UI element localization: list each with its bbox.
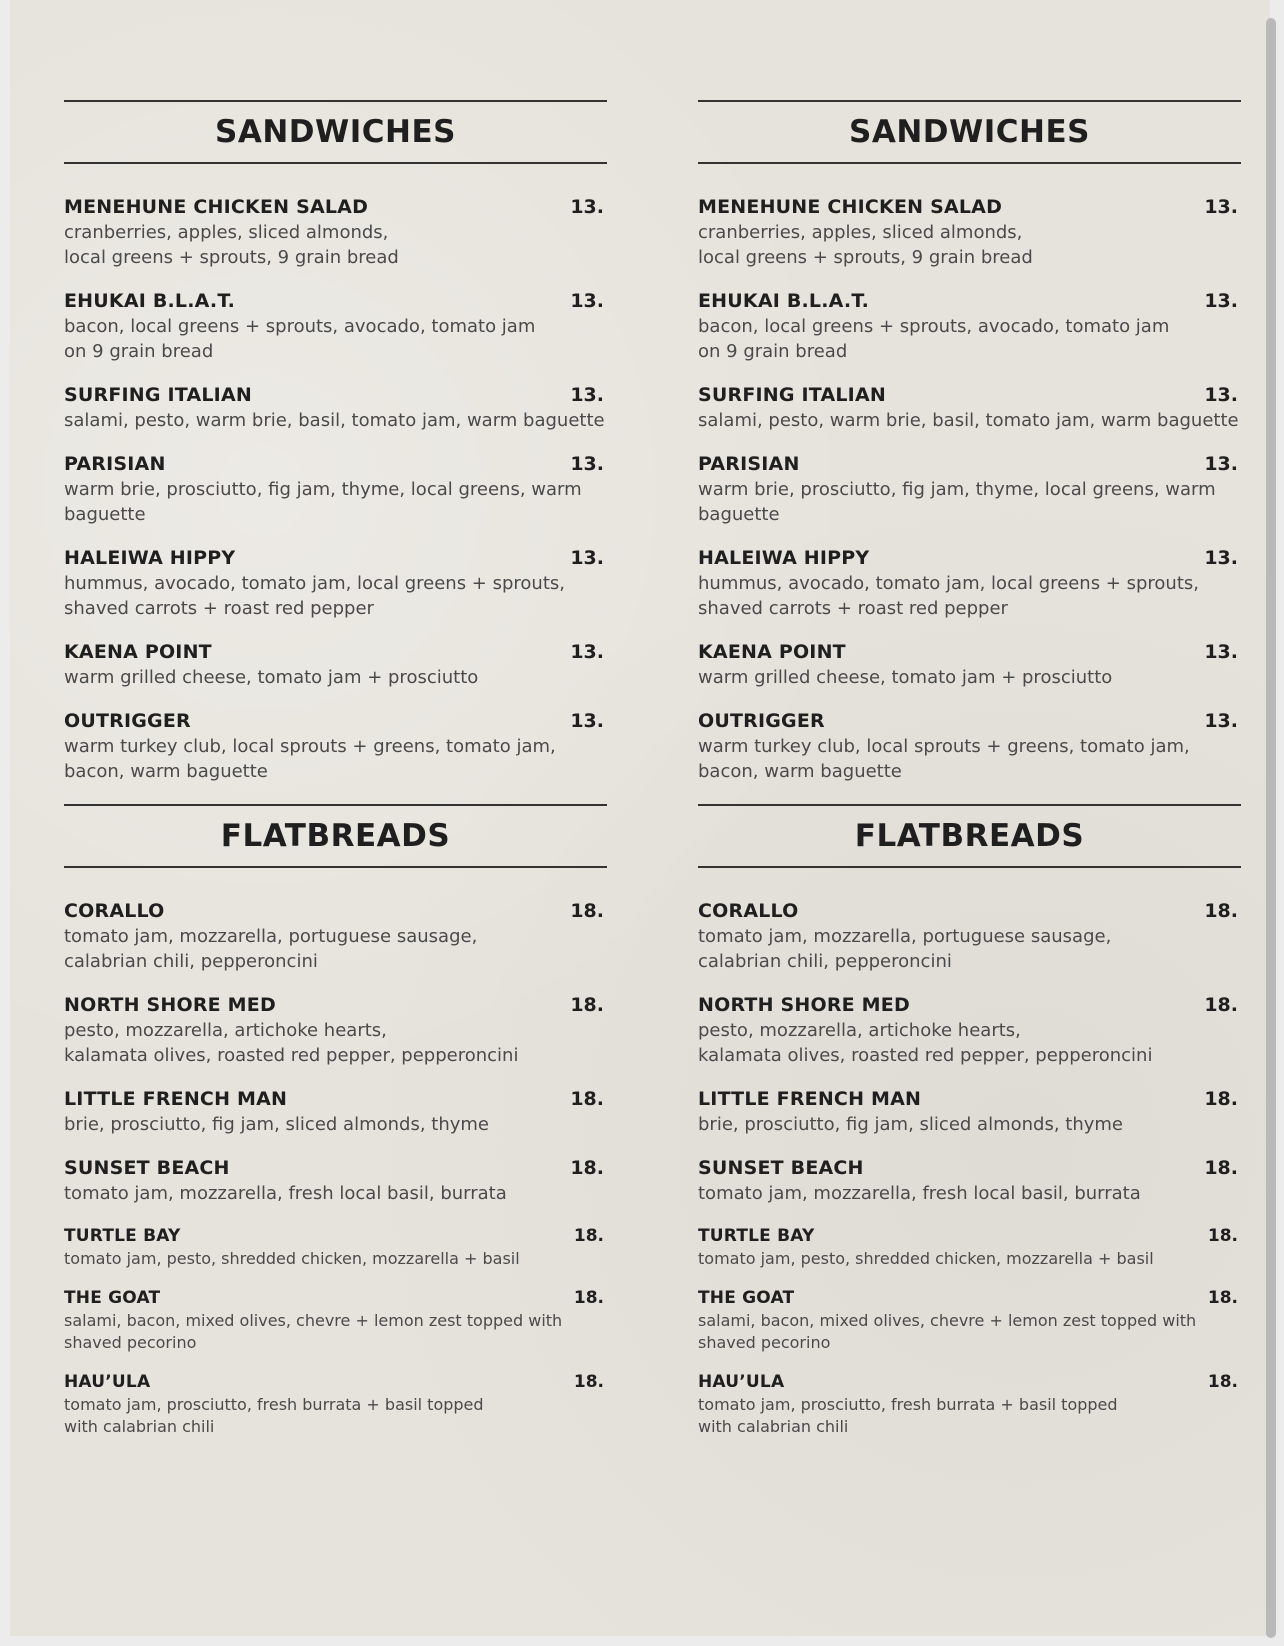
item-description: bacon, local greens + sprouts, avocado, tomato jam on 9 grain bread xyxy=(64,316,536,362)
menu-item xyxy=(64,994,607,1068)
menu-item xyxy=(698,290,1241,364)
menu-item xyxy=(64,641,607,690)
item-name: HALEIWA HIPPY xyxy=(698,547,870,569)
menu-item xyxy=(64,290,607,364)
item-price: 18. xyxy=(570,900,604,922)
item-name: EHUKAI B.L.A.T. xyxy=(64,290,236,312)
item-price: 18. xyxy=(1204,994,1238,1016)
item-description: brie, prosciutto, fig jam, sliced almonds, thyme xyxy=(698,1114,1123,1135)
item-name: MENEHUNE CHICKEN SALAD xyxy=(64,196,369,218)
item-description: tomato jam, pesto, shredded chicken, mozzarella + basil xyxy=(64,1249,520,1268)
item-description: bacon, local greens + sprouts, avocado, tomato jam on 9 grain bread xyxy=(698,316,1170,362)
menu-item xyxy=(698,1157,1241,1206)
flatbreads-section xyxy=(698,804,1241,1438)
item-price: 18. xyxy=(570,994,604,1016)
item-name: TURTLE BAY xyxy=(698,1226,815,1246)
item-description: cranberries, apples, sliced almonds, local greens + sprouts, 9 grain bread xyxy=(64,222,399,268)
item-name: LITTLE FRENCH MAN xyxy=(64,1088,288,1110)
item-description: pesto, mozzarella, artichoke hearts, kalamata olives, roasted red pepper, pepperoncini xyxy=(64,1020,519,1066)
item-description: warm grilled cheese, tomato jam + prosciutto xyxy=(64,667,479,688)
item-name: PARISIAN xyxy=(698,453,800,475)
item-description: cranberries, apples, sliced almonds, local greens + sprouts, 9 grain bread xyxy=(698,222,1033,268)
flatbread-list xyxy=(64,868,607,1438)
menu-item xyxy=(64,1226,607,1270)
item-name: NORTH SHORE MED xyxy=(698,994,910,1016)
section-header-sandwiches xyxy=(698,100,1241,164)
menu-item xyxy=(698,1288,1241,1354)
item-price: 13. xyxy=(570,196,604,218)
menu-item xyxy=(698,1226,1241,1270)
item-name: THE GOAT xyxy=(64,1288,161,1308)
item-price: 18. xyxy=(570,1157,604,1179)
item-description: tomato jam, pesto, shredded chicken, mozzarella + basil xyxy=(698,1249,1154,1268)
item-description: tomato jam, mozzarella, portuguese sausage, calabrian chili, pepperoncini xyxy=(698,926,1112,972)
menu-item xyxy=(64,453,607,527)
menu-item xyxy=(698,710,1241,784)
menu-item xyxy=(64,1288,607,1354)
item-description: pesto, mozzarella, artichoke hearts, kalamata olives, roasted red pepper, pepperoncini xyxy=(698,1020,1153,1066)
menu-item xyxy=(698,384,1241,433)
item-description: tomato jam, mozzarella, fresh local basil, burrata xyxy=(64,1183,507,1204)
item-name: OUTRIGGER xyxy=(698,710,825,732)
item-name: SURFING ITALIAN xyxy=(698,384,886,406)
item-description: tomato jam, prosciutto, fresh burrata + basil topped with calabrian chili xyxy=(64,1395,484,1436)
item-name: CORALLO xyxy=(64,900,165,922)
item-name: THE GOAT xyxy=(698,1288,795,1308)
item-name: NORTH SHORE MED xyxy=(64,994,276,1016)
menu-item xyxy=(64,384,607,433)
flatbreads-section xyxy=(64,804,607,1438)
menu-item xyxy=(698,1372,1241,1438)
item-description: warm grilled cheese, tomato jam + prosciutto xyxy=(698,667,1113,688)
item-name: SUNSET BEACH xyxy=(64,1157,230,1179)
item-price: 13. xyxy=(570,641,604,663)
menu-column-left xyxy=(64,100,607,1456)
item-name: TURTLE BAY xyxy=(64,1226,181,1246)
item-name: SURFING ITALIAN xyxy=(64,384,252,406)
item-description: tomato jam, mozzarella, portuguese sausage, calabrian chili, pepperoncini xyxy=(64,926,478,972)
item-name: HAU’ULA xyxy=(698,1372,785,1392)
item-price: 13. xyxy=(570,290,604,312)
section-title: SANDWICHES xyxy=(849,114,1090,150)
menu-item xyxy=(698,641,1241,690)
item-price: 18. xyxy=(1204,1157,1238,1179)
item-name: KAENA POINT xyxy=(698,641,846,663)
item-description: salami, bacon, mixed olives, chevre + lemon zest topped with shaved pecorino xyxy=(64,1311,563,1352)
menu-item xyxy=(64,547,607,621)
item-price: 13. xyxy=(1204,641,1238,663)
menu-column-right xyxy=(698,100,1241,1456)
item-description: hummus, avocado, tomato jam, local greens + sprouts, shaved carrots + roast red pepper xyxy=(64,573,565,619)
item-description: brie, prosciutto, fig jam, sliced almonds, thyme xyxy=(64,1114,489,1135)
item-name: HAU’ULA xyxy=(64,1372,151,1392)
item-price: 13. xyxy=(570,453,604,475)
item-price: 18. xyxy=(573,1226,604,1246)
item-price: 18. xyxy=(1207,1288,1238,1308)
item-name: MENEHUNE CHICKEN SALAD xyxy=(698,196,1003,218)
item-price: 13. xyxy=(570,547,604,569)
item-name: KAENA POINT xyxy=(64,641,212,663)
menu-item xyxy=(698,1088,1241,1137)
item-name: CORALLO xyxy=(698,900,799,922)
section-header-sandwiches xyxy=(64,100,607,164)
item-description: salami, pesto, warm brie, basil, tomato jam, warm baguette xyxy=(698,410,1239,431)
sandwich-list xyxy=(64,164,607,784)
item-description: salami, bacon, mixed olives, chevre + lemon zest topped with shaved pecorino xyxy=(698,1311,1197,1352)
item-price: 13. xyxy=(1204,196,1238,218)
menu-item xyxy=(64,196,607,270)
item-price: 13. xyxy=(1204,453,1238,475)
item-description: warm brie, prosciutto, fig jam, thyme, local greens, warm baguette xyxy=(64,479,582,525)
item-description: warm turkey club, local sprouts + greens, tomato jam, bacon, warm baguette xyxy=(698,736,1190,782)
vertical-scrollbar[interactable] xyxy=(1266,18,1276,1638)
item-price: 13. xyxy=(570,710,604,732)
section-header-flatbreads xyxy=(698,804,1241,868)
section-header-flatbreads xyxy=(64,804,607,868)
menu-item xyxy=(64,900,607,974)
menu-item xyxy=(64,1088,607,1137)
section-title: FLATBREADS xyxy=(220,818,451,854)
item-price: 18. xyxy=(570,1088,604,1110)
item-name: EHUKAI B.L.A.T. xyxy=(698,290,870,312)
menu-item xyxy=(64,1372,607,1438)
section-title: FLATBREADS xyxy=(854,818,1085,854)
item-price: 13. xyxy=(570,384,604,406)
menu-item xyxy=(698,994,1241,1068)
menu-item xyxy=(64,1157,607,1206)
menu-item xyxy=(64,710,607,784)
item-price: 13. xyxy=(1204,384,1238,406)
item-price: 18. xyxy=(573,1288,604,1308)
flatbread-list xyxy=(698,868,1241,1438)
item-name: PARISIAN xyxy=(64,453,166,475)
item-price: 18. xyxy=(1204,1088,1238,1110)
item-price: 18. xyxy=(1204,900,1238,922)
item-description: hummus, avocado, tomato jam, local greens + sprouts, shaved carrots + roast red pepper xyxy=(698,573,1199,619)
menu-item xyxy=(698,196,1241,270)
item-description: salami, pesto, warm brie, basil, tomato jam, warm baguette xyxy=(64,410,605,431)
menu-page xyxy=(10,0,1270,1636)
item-description: tomato jam, prosciutto, fresh burrata + basil topped with calabrian chili xyxy=(698,1395,1118,1436)
item-description: tomato jam, mozzarella, fresh local basil, burrata xyxy=(698,1183,1141,1204)
item-price: 13. xyxy=(1204,710,1238,732)
item-name: OUTRIGGER xyxy=(64,710,191,732)
item-name: LITTLE FRENCH MAN xyxy=(698,1088,922,1110)
item-price: 13. xyxy=(1204,547,1238,569)
item-price: 18. xyxy=(573,1372,604,1392)
sandwich-list xyxy=(698,164,1241,784)
item-price: 18. xyxy=(1207,1372,1238,1392)
item-description: warm brie, prosciutto, fig jam, thyme, local greens, warm baguette xyxy=(698,479,1216,525)
menu-item xyxy=(698,453,1241,527)
item-name: SUNSET BEACH xyxy=(698,1157,864,1179)
item-description: warm turkey club, local sprouts + greens, tomato jam, bacon, warm baguette xyxy=(64,736,556,782)
item-price: 18. xyxy=(1207,1226,1238,1246)
item-price: 13. xyxy=(1204,290,1238,312)
item-name: HALEIWA HIPPY xyxy=(64,547,236,569)
menu-item xyxy=(698,547,1241,621)
menu-item xyxy=(698,900,1241,974)
section-title: SANDWICHES xyxy=(215,114,456,150)
